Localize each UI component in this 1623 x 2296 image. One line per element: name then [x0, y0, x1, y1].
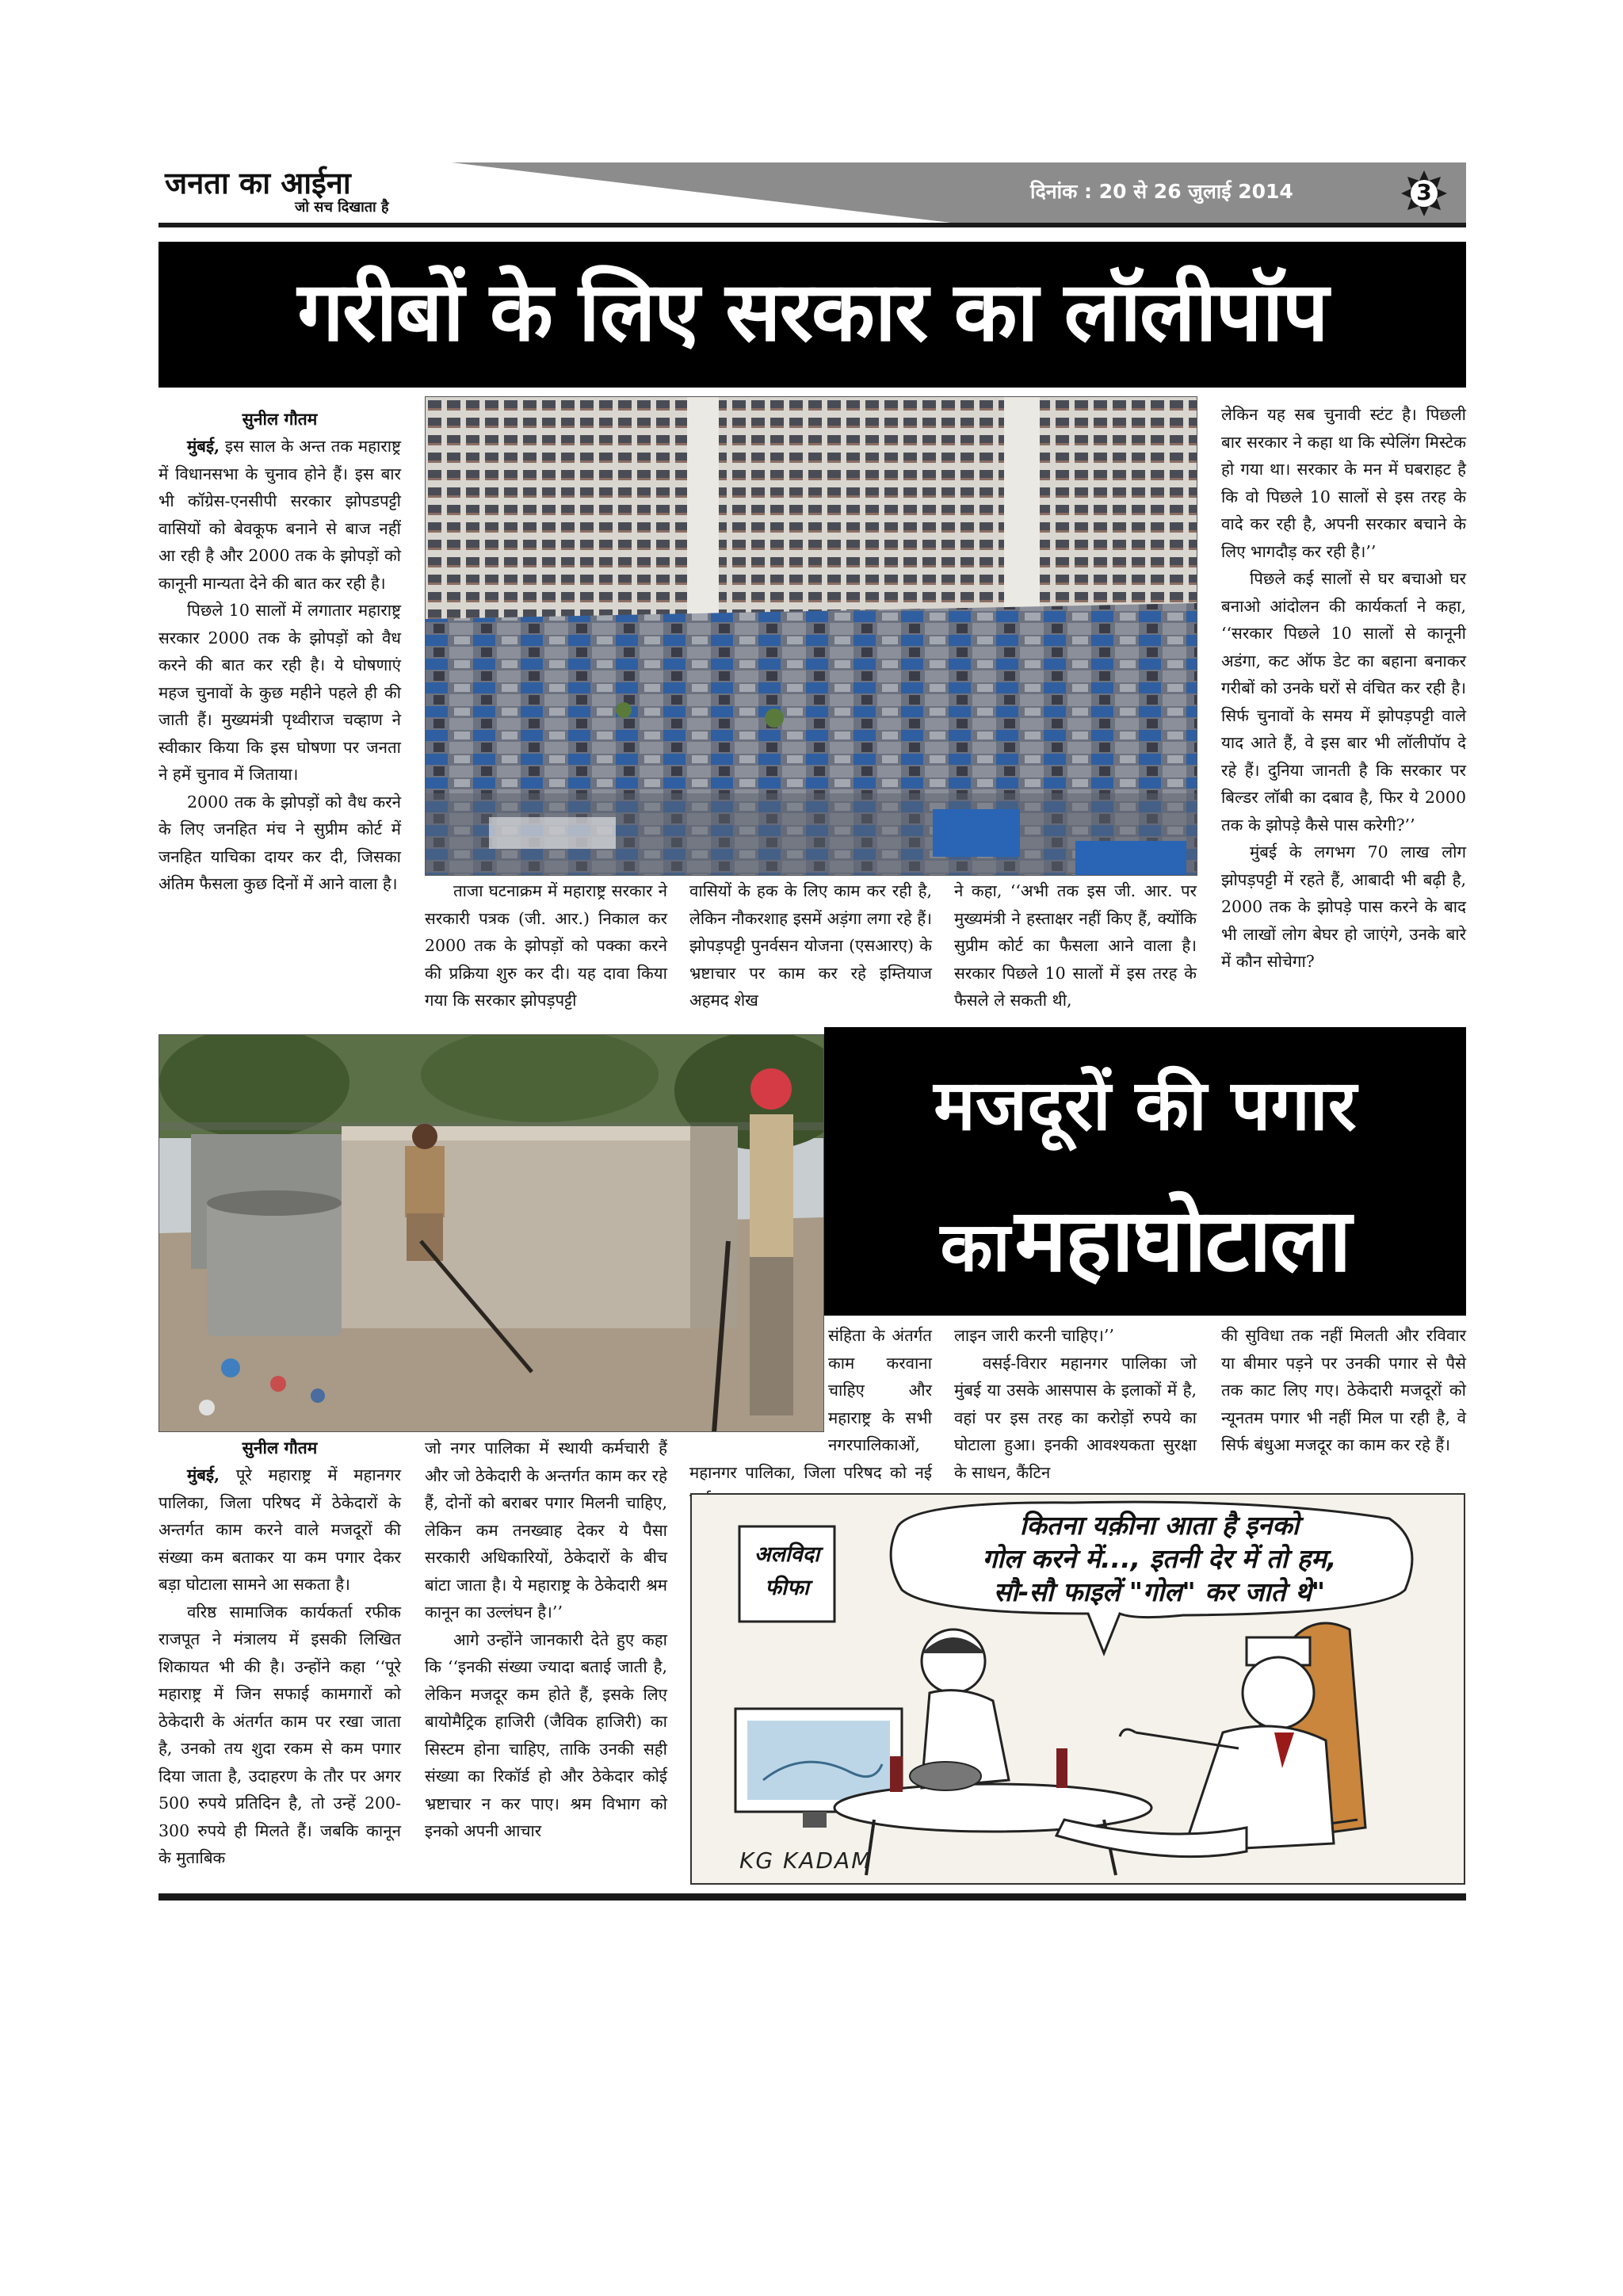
story1-headline: गरीबों के लिए सरकार का लॉलीपॉप	[297, 263, 1327, 360]
photo-wrap-spacer	[689, 1322, 828, 1435]
story2-headline-mahaghotala: महाघोटाला	[1014, 1190, 1350, 1291]
story1-paragraph: वासियों के हक के लिए काम कर रही है, लेकिन नौकरशाह इसमें अड़ंगा लगा रहे हैं। झोपड़पट्टी पुनर्वसन योजना (एसआरए) के भ्रष्टाचार पर काम कर रहे इम्तियाज अहमद शेख	[689, 881, 932, 1010]
story2-headline-line1: मजदूरों की पगार	[934, 1064, 1357, 1146]
story2-paragraph: वरिष्ठ सामाजिक कार्यकर्ता रफीक राजपूत ने मंत्रालय में इसकी लिखित शिकायत भी की है। उन्होंने कहा ‘‘पूरे महाराष्ट्र में जिन सफाई कामगारों को ठेकेदारी के अंतर्गत काम पर रखा जाता है, उनको तय शुदा रकम से कम पगार दिया जाता है, उदाहरण के तौर पर अगर 500 रुपये प्रतिदिन है, तो उन्हें 200-300 रुपये ही मिलते हैं। जबकि कानून के मुताबिक	[158, 1602, 401, 1867]
cartoon-speech-line: सौ-सौ फाइलें "गोल" कर जाते थे"	[993, 1576, 1326, 1607]
story2-headline-line2	[824, 1189, 1466, 1299]
cartoon	[690, 1493, 1465, 1885]
story2-column-4	[954, 1322, 1197, 1486]
story1-paragraph: मुंबई, इस साल के अन्त तक महाराष्ट्र में विधानसभा के चुनाव होने हैं। इस बार भी कॉग्रेस-एनसीपी सरकार झोपडपट्टी वासियों को बेवकूफ बनाने से बाज नहीं आ रही है और 2000 तक के झोपड़ों को कानूनी मान्यता देने की बात कर रही है।	[158, 437, 401, 593]
story2-dateline: मुंबई,	[187, 1465, 220, 1484]
story1-column-3	[689, 877, 932, 1014]
cartoonist-signature: KG KADAM	[739, 1847, 873, 1874]
story1-paragraph: 2000 तक के झोपड़ों को वैध करने के लिए जनहित मंच ने सुप्रीम कोर्ट में जनहित याचिका दायर कर दी, जिसका अंतिम फैसला कुछ दिनों में आने वाला है।	[158, 792, 401, 893]
cartoon-speech-line: कितना यक़ीना आता है इनको	[1019, 1510, 1300, 1541]
page-number-badge	[1401, 170, 1447, 216]
story2-paragraph: आगे उन्होंने जानकारी देते हुए कहा कि ‘‘इनकी संख्या ज्यादा बताई जाती है, लेकिन मजदूर कम होते हैं, इसके लिए बायोमैट्रिक हाजिरी (जैविक हाजिरी) का सिस्टम होना चाहिए, ताकि उनकी सही संख्या का रिकॉर्ड हो और ठेकेदार कोई भ्रष्टाचार न कर पाए। श्रम विभाग को इनको अपनी आचार	[425, 1629, 667, 1840]
story2-paragraph: लाइन जारी करनी चाहिए।’’	[954, 1326, 1114, 1345]
story2-headline-ka: का	[940, 1208, 1010, 1287]
bottom-rule	[158, 1893, 1466, 1901]
paper-tagline: जो सच दिखाता है	[295, 199, 389, 216]
story1-byline: सुनील गौतम	[242, 409, 318, 429]
slum-photo	[425, 396, 1197, 876]
story1-column-4	[954, 877, 1197, 1014]
page-number: 3	[1416, 179, 1432, 205]
story2-column-2	[425, 1435, 667, 1845]
cartoon-speech-text	[918, 1509, 1401, 1609]
story1-paragraph: मुंबई के लगभग 70 लाख लोग झोपड़पट्टी में रहते हैं, आबादी भी बढ़ी है, 2000 तक के झोपड़े पास करने के बाद भी लाखों लोग बेघर हो जाएंगे, उनके बारे में कौन सोचेगा?	[1221, 842, 1466, 971]
story2-column-5	[1221, 1322, 1466, 1459]
cartoon-sign-line: अलविदा	[754, 1542, 820, 1567]
cartoon-sign-line: फीफा	[765, 1576, 809, 1600]
story2-column-1	[158, 1435, 401, 1872]
masthead	[158, 162, 1466, 227]
cartoon-speech-line: गोल करने में..., इतनी देर में तो हम,	[982, 1543, 1337, 1574]
story2-column-3-text	[689, 1322, 932, 1514]
story1-paragraph: पिछले कई सालों से घर बचाओ घर बनाओ आंदोलन की कार्यकर्ता ने कहा, ‘‘सरकार पिछले 10 सालों से कानूनी अडंगा, कट ऑफ डेट का बहाना बनाकर गरीबों को उनके घरों से वंचित कर रही है। सिर्फ चुनावों के समय में झोपड़पट्टी वाले याद आते हैं, वे इस बार भी लॉलीपॉप दे रहे हैं। दुनिया जानती है कि सरकार पर बिल्डर लॉबी का दबाव है, फिर ये 2000 तक के झोपड़े कैसे पास करेगी?’’	[1221, 569, 1466, 835]
issue-date: दिनांक : 20 से 26 जुलाई 2014	[1030, 180, 1293, 203]
story2-paragraph: मुंबई, पूरे महाराष्ट्र में महानगर पालिका, जिला परिषद में ठेकेदारों के अन्तर्गत काम करने वाले मजदूरों की संख्या कम बताकर या कम पगार देकर बड़ा घोटाला सामने आ सकता है।	[158, 1465, 401, 1594]
story2-paragraph: की सुविधा तक नहीं मिलती और रविवार या बीमार पड़ने पर उनकी पगार से पैसे तक काट लिए गए। ठेकेदारी मजदूरों को न्यूनतम पगार भी नहीं मिल पा रही है, वे सिर्फ बंधुआ मजदूर का काम कर रहे हैं।	[1221, 1326, 1466, 1454]
story1-paragraph: ने कहा, ‘‘अभी तक इस जी. आर. पर मुख्यमंत्री ने हस्ताक्षर नहीं किए हैं, क्योंकि सुप्रीम कोर्ट का फैसला आने वाला है। सरकार पिछले 10 सालों में इस तरह के फैसले ले सकती थी,	[954, 881, 1197, 1010]
story1-paragraph: ताजा घटनाक्रम में महाराष्ट्र सरकार ने सरकारी पत्रक (जी. आर.) निकाल कर 2000 तक के झोपड़ों को पक्का करने की प्रक्रिया शुरु कर दी। यह दावा किया गया कि सरकार झोपड़पट्टी	[425, 881, 667, 1010]
story2-byline: सुनील गौतम	[242, 1438, 318, 1457]
masthead-rule	[158, 223, 1466, 227]
story1-paragraph: लेकिन यह सब चुनावी स्टंट है। पिछली बार सरकार ने कहा था कि स्पेलिंग मिस्टेक हो गया था। सरकार के मन में घबराहट है कि वो पिछले 10 सालों से इस तरह के वादे कर रही है, अपनी सरकार बचाने के लिए भागदौड़ कर रही है।’’	[1221, 405, 1466, 561]
story1-column-5	[1221, 401, 1466, 976]
story2-paragraph: संहिता के अंतर्गत काम करवाना चाहिए और महाराष्ट्र के सभी नगरपालिकाओं, महानगर पालिका, जिला परिषद को नई	[689, 1326, 932, 1482]
story2-paragraph: जो नगर पालिका में स्थायी कर्मचारी हैं और जो ठेकेदारी के अन्तर्गत काम कर रहे हैं, दोनों को बराबर पगार मिलनी चाहिए, लेकिन कम तनख्वाह देकर ये पैसा सरकारी अधिकारियों, ठेकेदारों के बीच बांटा जाता है। ये महाराष्ट्र के ठेकेदारी श्रम कानून का उल्लंघन है।’’	[425, 1438, 667, 1622]
slum-photo-image	[426, 397, 1197, 876]
story1-column-2	[425, 877, 667, 1014]
paper-name: जनता का आईना	[165, 166, 351, 201]
cartoon-sign-text	[741, 1538, 833, 1605]
story1-column-1	[158, 406, 401, 898]
story1-paragraph: पिछले 10 सालों में लगातार महाराष्ट्र सरकार 2000 तक के झोपड़ों को वैध करने की बात कर रही है। ये घोषणाएं महज चुनावों के कुछ महीने पहले ही की जाती हैं। मुख्यमंत्री पृथ्वीराज चव्हाण ने स्वीकार किया कि इस घोषणा पर जनता ने हमें चुनाव में जिताया।	[158, 601, 401, 784]
story1-dateline: मुंबई,	[187, 437, 220, 456]
story2-paragraph: वसई-विरार महानगर पालिका जो मुंबई या उसके आसपास के इलाकों में है, वहां पर इस तरह का करोड़ों रुपये का घोटाला हुआ। इनकी आवश्यकता सुरक्षा के साधन, कैंटिन	[954, 1353, 1197, 1482]
